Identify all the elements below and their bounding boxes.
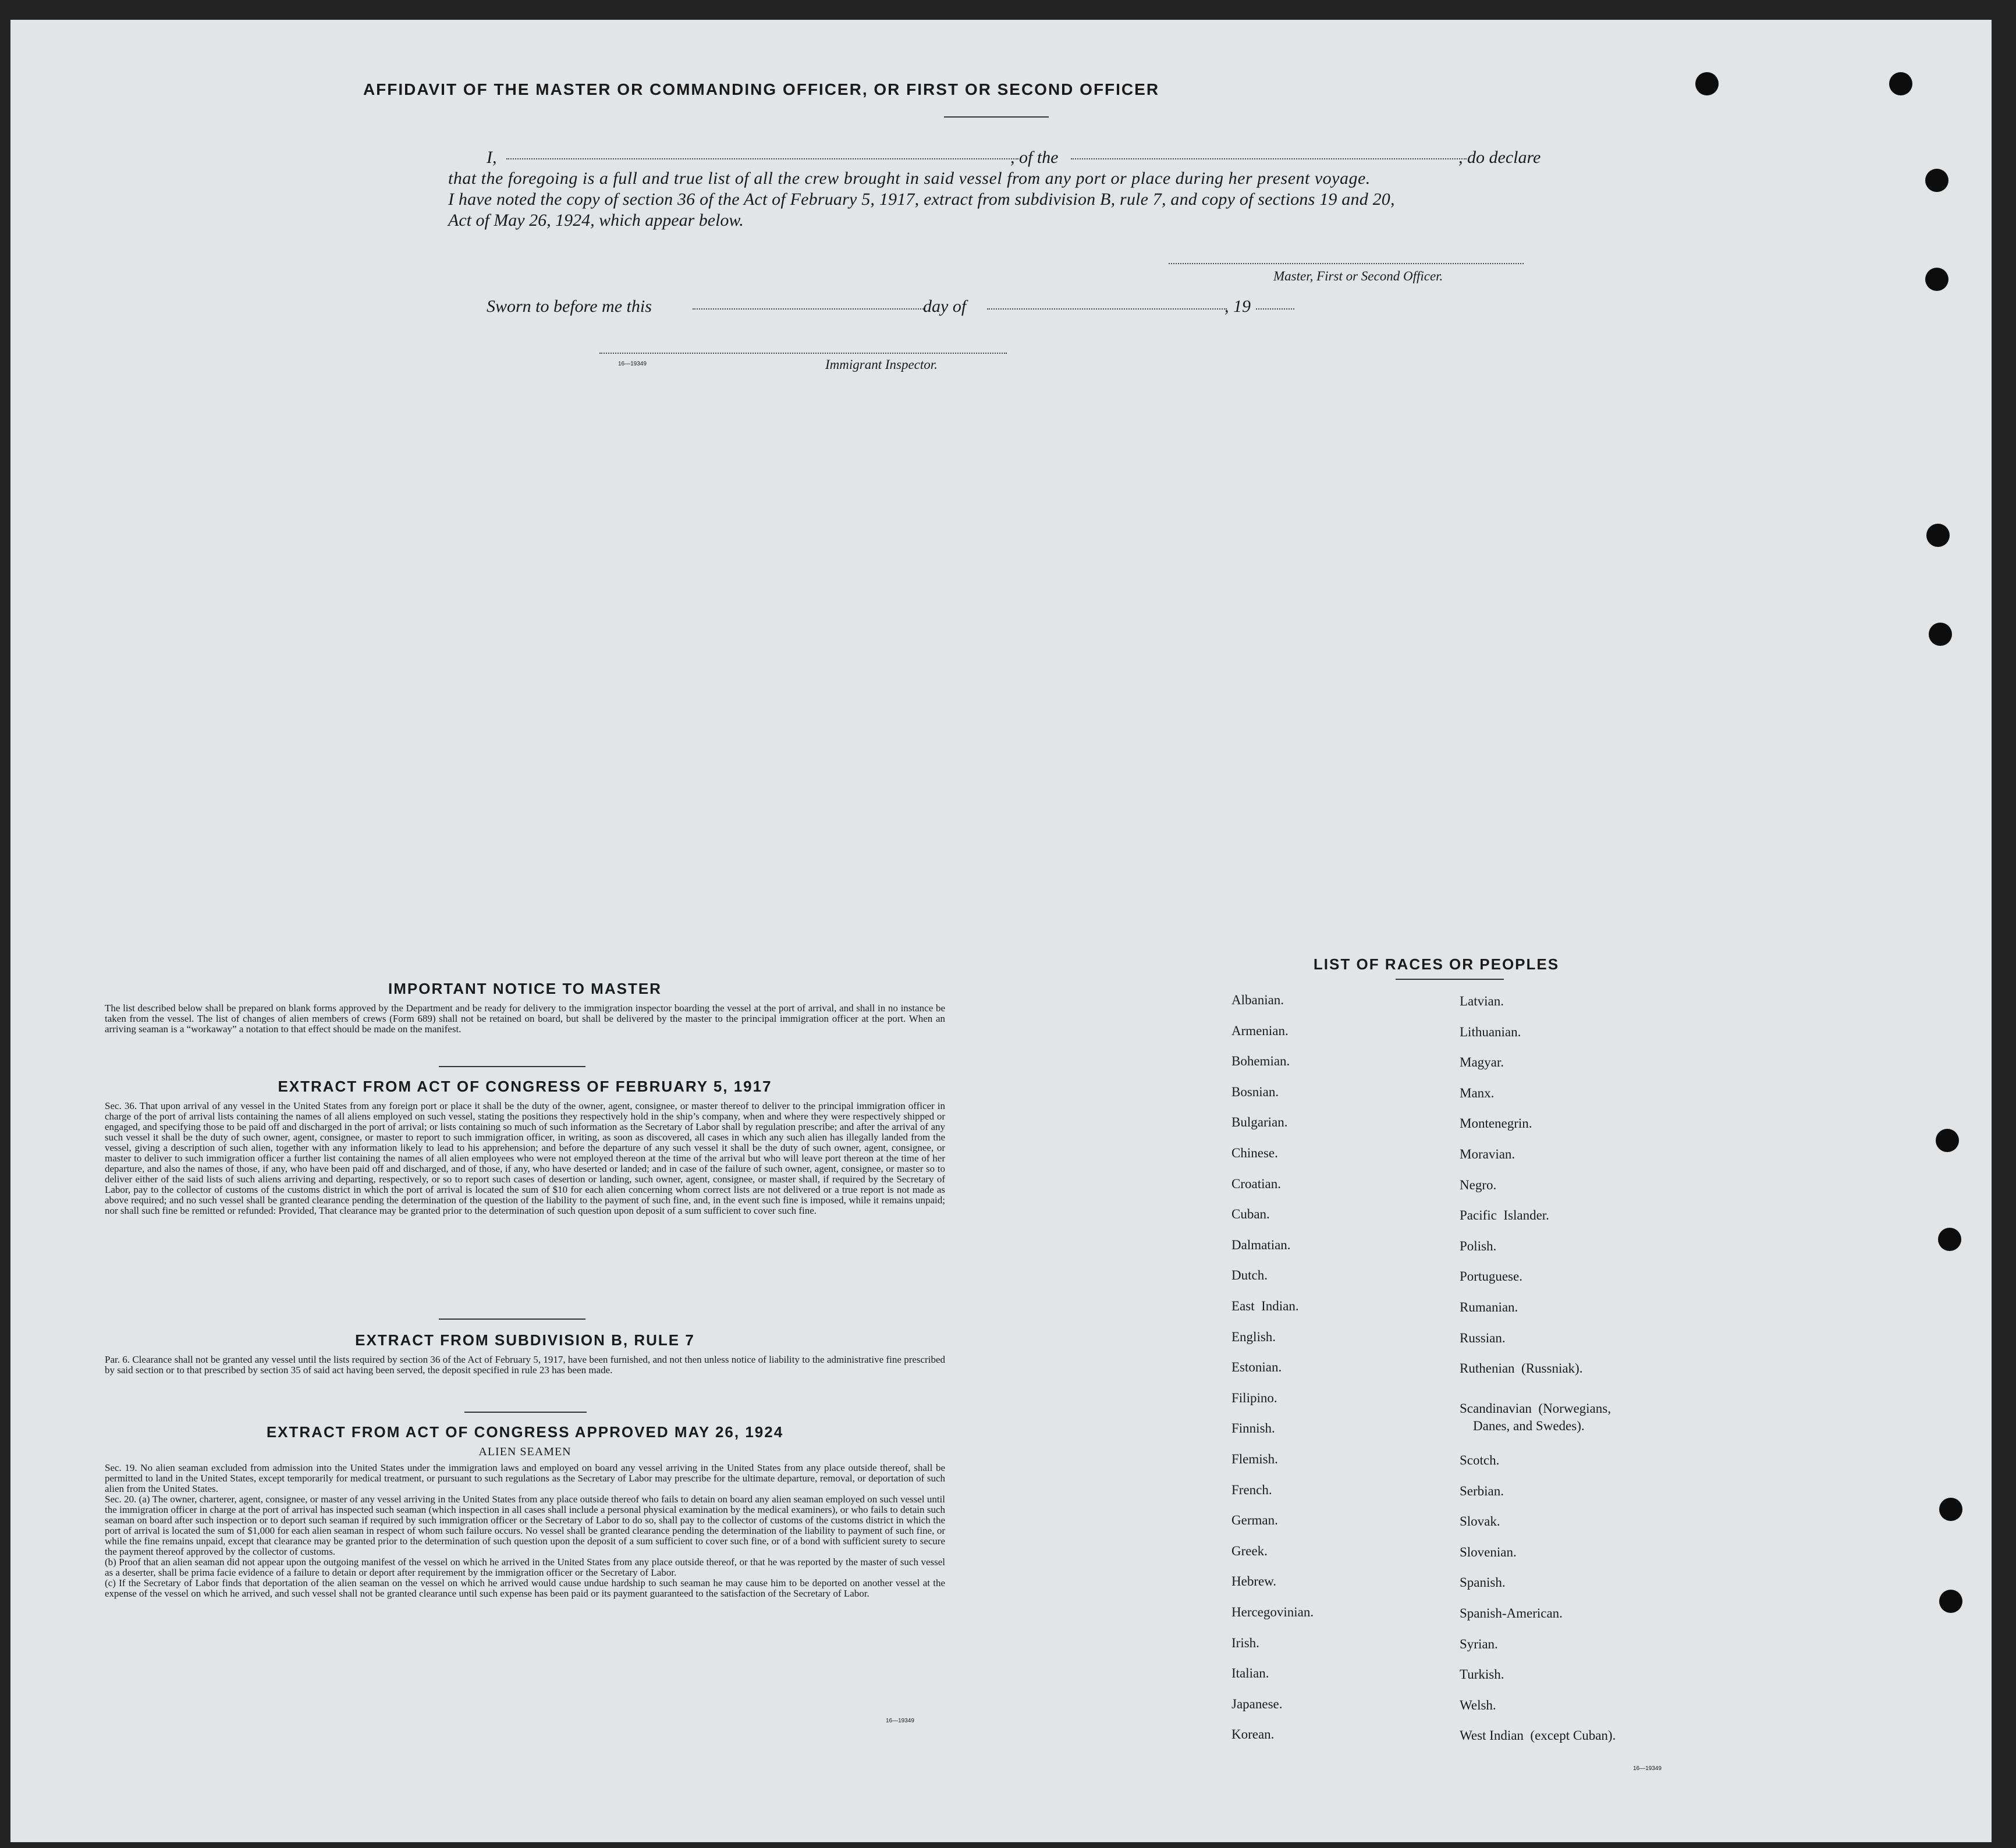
race-item: Portuguese. <box>1460 1269 1522 1284</box>
affidavit-title: AFFIDAVIT OF THE MASTER OR COMMANDING OFFICER, OR FIRST OR SECOND OFFICER <box>363 80 1160 98</box>
race-item: Armenian. <box>1231 1023 1289 1038</box>
vessel-field[interactable] <box>1071 158 1467 159</box>
race-item: Korean. <box>1231 1727 1275 1742</box>
race-item: Spanish. <box>1460 1575 1506 1590</box>
race-item: Rumanian. <box>1460 1300 1518 1314</box>
race-item: Hebrew. <box>1231 1574 1277 1589</box>
year-label: , 19 <box>1224 297 1251 316</box>
affidavit-text: I have noted the copy of section 36 of the Act of February 5, 1917, extract from subdivision B, rule 7, and copy of sections 19 and 20, <box>448 190 1395 209</box>
race-item: Russian. <box>1460 1330 1506 1345</box>
divider <box>464 1412 587 1413</box>
race-item: Syrian. <box>1460 1636 1498 1651</box>
month-field[interactable] <box>987 308 1227 310</box>
race-item: Hercegovinian. <box>1231 1605 1314 1619</box>
race-item: Serbian. <box>1460 1483 1504 1498</box>
punch-hole <box>1925 169 1948 192</box>
race-item: German. <box>1231 1513 1278 1528</box>
punch-hole <box>1889 72 1912 95</box>
section-20a: Sec. 20. (a) The owner, charterer, agent, consignee, or master of any vessel arriving in the United States from any place outside thereof who fails to detain on board any alien seaman employed on such vessel until the immigration officer in charge at the port of arrival has inspected such seaman (which inspection in all cases shall include a personal physical examination by the medical examiners), or who fails to detain such seaman on board after such inspection or to deport such seaman if required by such immigration officer or the Secretary of Labor to do so, shall pay to the collector of customs of the customs district in which the port of arrival is located the sum of $1,000 for each alien seaman in respect of whom such failure occurs. No vessel shall be granted clearance pending the determination of the liability to payment of such fine, or while the fine remains unpaid, except that clearance may be granted prior to the determination of such question upon the deposit of a sum sufficient to cover such fine, or of a bond with sufficient surety to secure the payment thereof approved by the collector of customs. <box>105 1494 945 1557</box>
race-item: Cuban. <box>1231 1207 1270 1222</box>
race-item: Flemish. <box>1231 1452 1278 1466</box>
race-item: East Indian. <box>1231 1299 1299 1313</box>
race-item: Slovak. <box>1460 1514 1500 1529</box>
punch-hole <box>1939 1498 1962 1521</box>
of-the-label: , of the <box>1010 148 1059 167</box>
race-item: Polish. <box>1460 1238 1497 1253</box>
subdivision-b-body: Par. 6. Clearance shall not be granted any vessel until the lists required by section 36 of the Act of February 5, 1917, have been furnished, and not then unless notice of liability to the administrative fine prescribed by said section or to that prescribed by section 35 of said act having been served, the deposit specified in rule 23 has been made. <box>105 1354 945 1376</box>
race-item: Ruthenian (Russniak). <box>1460 1361 1583 1376</box>
race-item: Magyar. <box>1460 1055 1504 1070</box>
race-item: Italian. <box>1231 1666 1269 1681</box>
section-19: Sec. 19. No alien seaman excluded from admission into the United States under the immigration laws and employed on board any vessel arriving in the United States from any place outside thereof, shall be permitted to land in the United States, except temporarily for medical treatment, or pursuant to such regulations as the Secretary of Labor may prescribe for the ultimate departure, removal, or deportation of such alien from the United States. <box>105 1462 945 1494</box>
race-item: Greek. <box>1231 1543 1268 1558</box>
divider <box>1396 979 1504 980</box>
race-item: Filipino. <box>1231 1390 1277 1405</box>
race-item: Turkish. <box>1460 1667 1504 1682</box>
race-item: Welsh. <box>1460 1697 1496 1712</box>
sworn-label: Sworn to before me this <box>487 297 652 316</box>
signature-field[interactable] <box>1169 263 1524 264</box>
declarant-prefix: I, <box>487 148 497 167</box>
form-number: 16—19349 <box>886 1718 914 1724</box>
document-page <box>10 20 1992 1842</box>
race-item: West Indian (except Cuban). <box>1460 1728 1616 1743</box>
punch-hole <box>1938 1228 1961 1251</box>
affidavit-text: that the foregoing is a full and true list of all the crew brought in said vessel from any port or place during her present voyage. <box>448 169 1371 188</box>
race-item: Spanish-American. <box>1460 1606 1563 1620</box>
divider <box>439 1066 585 1067</box>
extract-1917-title: EXTRACT FROM ACT OF CONGRESS OF FEBRUARY 5, 1917 <box>278 1078 772 1095</box>
race-item: Latvian. <box>1460 994 1504 1008</box>
extract-1924-body <box>105 1463 945 1599</box>
race-item: Lithuanian. <box>1460 1024 1521 1039</box>
name-field[interactable] <box>506 158 1018 159</box>
race-item: Scandinavian (Norwegians, Danes, and Swedes). <box>1460 1401 1611 1433</box>
day-of-label: day of <box>923 297 967 316</box>
race-item: Japanese. <box>1231 1696 1283 1711</box>
section-20b: (b) Proof that an alien seaman did not appear upon the outgoing manifest of the vessel on which he arrived in the United States from any place outside thereof, or that he was reported by the master of such vessel as a deserter, shall be prima facie evidence of a failure to detain or deport after requirement by the immigration officer or the Secretary of Labor. <box>105 1556 945 1578</box>
race-item: Bosnian. <box>1231 1084 1279 1099</box>
race-item: French. <box>1231 1482 1272 1497</box>
punch-hole <box>1939 1590 1962 1613</box>
form-number: 16—19349 <box>618 361 647 367</box>
sworn-date-field[interactable] <box>693 308 925 310</box>
race-item: Montenegrin. <box>1460 1116 1532 1131</box>
signature-label: Master, First or Second Officer. <box>1273 269 1443 283</box>
notice-body: The list described below shall be prepared on blank forms approved by the Department and be ready for delivery to the immigration inspector boarding the vessel at the port of arrival, and shall in no instance be taken from the vessel. The list of changes of alien members of crews (Form 689) shall not be retained on board, but shall be delivered by the master to the principal immigration officer at the port. When an arriving seaman is a “workaway” a notation to that effect should be made on the manifest. <box>105 1003 945 1035</box>
do-declare-label: , do declare <box>1458 148 1541 167</box>
notice-title: IMPORTANT NOTICE TO MASTER <box>388 980 662 997</box>
divider <box>944 116 1049 118</box>
race-item: Finnish. <box>1231 1421 1275 1436</box>
race-item: Moravian. <box>1460 1147 1515 1161</box>
race-item: Bulgarian. <box>1231 1115 1288 1130</box>
race-item: Chinese. <box>1231 1146 1278 1160</box>
inspector-label: Immigrant Inspector. <box>825 357 938 372</box>
form-number: 16—19349 <box>1633 1765 1662 1772</box>
subdivision-b-title: EXTRACT FROM SUBDIVISION B, RULE 7 <box>355 1331 695 1349</box>
race-item: English. <box>1231 1329 1276 1344</box>
alien-seamen-subtitle: ALIEN SEAMEN <box>478 1445 572 1458</box>
race-item: Croatian. <box>1231 1176 1281 1191</box>
races-title: LIST OF RACES OR PEOPLES <box>1313 955 1560 973</box>
inspector-signature-field[interactable] <box>599 353 1007 354</box>
race-item: Negro. <box>1460 1177 1497 1192</box>
race-item: Dalmatian. <box>1231 1237 1291 1252</box>
punch-hole <box>1695 72 1719 95</box>
punch-hole <box>1926 524 1950 547</box>
affidavit-text: Act of May 26, 1924, which appear below. <box>448 211 744 230</box>
punch-hole <box>1925 268 1948 291</box>
year-field[interactable] <box>1256 308 1294 310</box>
race-item: Manx. <box>1460 1085 1495 1100</box>
extract-1917-body: Sec. 36. That upon arrival of any vessel in the United States from any foreign port or place it shall be the duty of the owner, agent, consignee, or master thereof to deliver to the principal immigration officer in charge of the port of arrival lists containing the names of all aliens employed on such vessel, stating the positions they respectively hold in the ship’s company, when and where they were respectively shipped or engaged, and specifying those to be paid off and discharged in the port of arrival; or lists containing so much of such information as the Secretary of Labor shall by regulation prescribe; and after the arrival of any such vessel it shall be the duty of such owner, agent, consignee, or master to report to such immigration officer, in writing, as soon as discovered, all cases in which any such alien has illegally landed from the vessel, giving a description of such alien, together with any information likely to lead to his apprehension; and before the departure of any such vessel it shall be the duty of such owner, agent, consignee, or master to deliver to such immigration officer a further list containing the names of all alien employees who were not employed thereon at the time of the arrival but who will leave port thereon at the time of her departure, and also the names of those, if any, who have been paid off and discharged, and of those, if any, who have deserted or landed; and in case of the failure of such owner, agent, consignee, or master so to deliver either of the said lists of such aliens arriving and departing, respectively, or so to report such cases of desertion or landing, such owner, agent, consignee, or master shall, if required by the Secretary of Labor, pay to the collector of customs of the customs district in which the port of arrival is located the sum of $10 for each alien concerning whom correct lists are not delivered or a true report is not made as above required; and no such vessel shall be granted clearance pending the determination of the question of the liability to the payment of such fine, and, in the event such fine is imposed, while it remains unpaid; nor shall such fine be remitted or refunded: Provided, That clearance may be granted prior to the determination of such question upon deposit of a sum sufficient to cover such fine. <box>105 1100 945 1216</box>
punch-hole <box>1936 1129 1959 1152</box>
extract-1924-title: EXTRACT FROM ACT OF CONGRESS APPROVED MAY 26, 1924 <box>266 1423 784 1441</box>
divider <box>439 1319 585 1320</box>
race-item: Bohemian. <box>1231 1054 1290 1069</box>
race-item: Irish. <box>1231 1635 1259 1650</box>
race-item: Dutch. <box>1231 1268 1268 1283</box>
race-item: Pacific Islander. <box>1460 1208 1549 1223</box>
section-20c: (c) If the Secretary of Labor finds that deportation of the alien seaman on the vessel on which he arrived would cause undue hardship to such seaman he may cause him to be deported on another vessel at the expense of the vessel on which he arrived, and such vessel shall not be granted clearance until such expense has been paid or its payment guaranteed to the satisfaction of the Secretary of Labor. <box>105 1577 945 1599</box>
race-item: Slovenian. <box>1460 1544 1517 1559</box>
race-item: Scotch. <box>1460 1453 1500 1467</box>
race-item: Estonian. <box>1231 1360 1282 1375</box>
punch-hole <box>1929 623 1952 646</box>
race-item: Albanian. <box>1231 993 1284 1007</box>
